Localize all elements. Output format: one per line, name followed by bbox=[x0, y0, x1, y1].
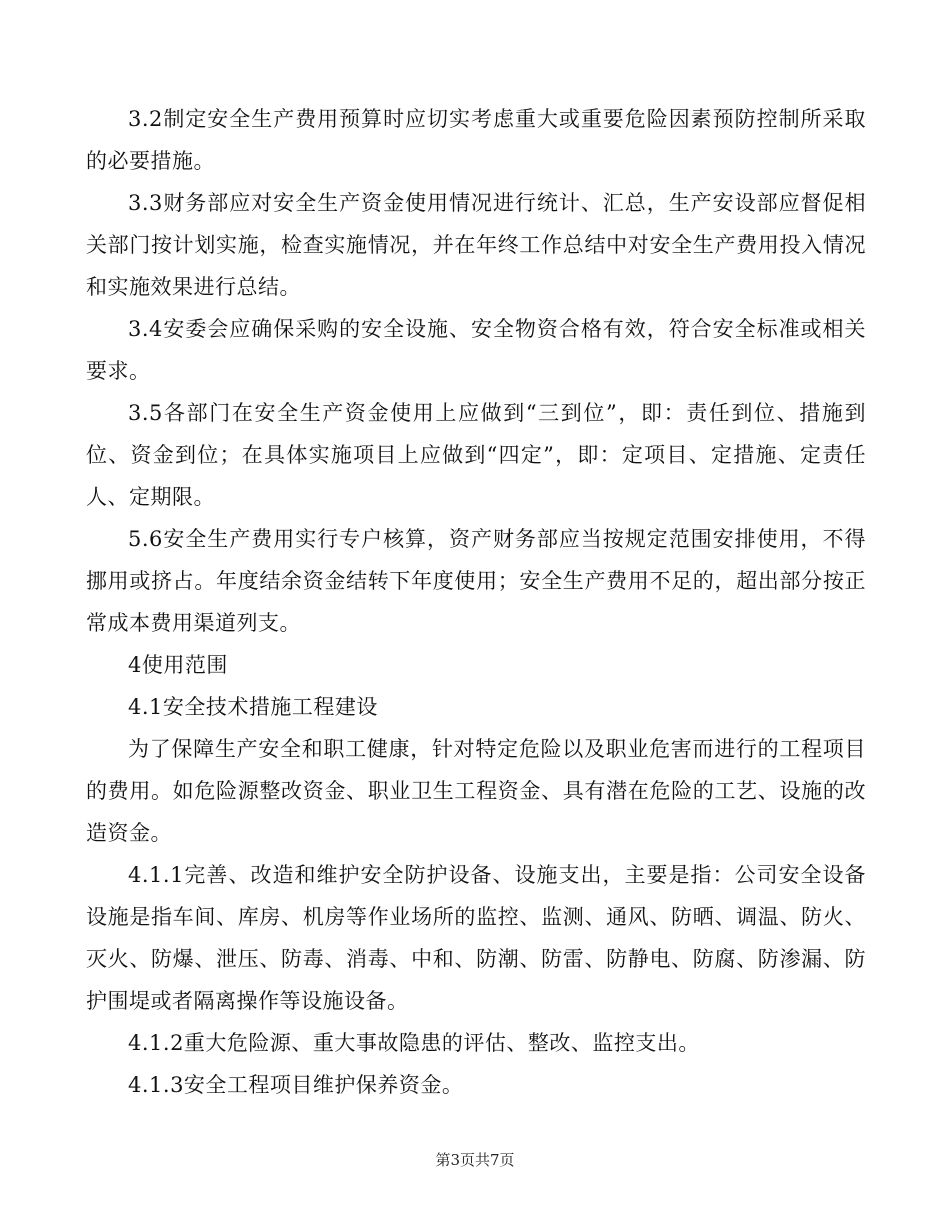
paragraph-3-5: 3.5各部门在安全生产资金使用上应做到“三到位”，即：责任到位、措施到位、资金到位；在具体实施项目上应做到“四定”，即：定项目、定措施、定责任人、定期限。 bbox=[86, 401, 866, 509]
paragraph-3-3: 3.3财务部应对安全生产资金使用情况进行统计、汇总，生产安设部应督促相关部门按计划实施，检查实施情况，并在年终工作总结中对安全生产费用投入情况和实施效果进行总结。 bbox=[86, 191, 866, 299]
paragraph-3-4: 3.4安委会应确保采购的安全设施、安全物资合格有效，符合安全标准或相关要求。 bbox=[86, 317, 866, 383]
document-body bbox=[86, 98, 866, 1106]
paragraph-4-1-intro: 为了保障生产安全和职工健康，针对特定危险以及职业危害而进行的工程项目的费用。如危险源整改资金、职业卫生工程资金、具有潜在危险的工艺、设施的改造资金。 bbox=[86, 737, 866, 845]
section-heading-4: 4使用范围 bbox=[128, 653, 228, 677]
paragraph-3-2: 3.2制定安全生产费用预算时应切实考虑重大或重要危险因素预防控制所采取的必要措施。 bbox=[86, 107, 866, 173]
paragraph-4-1-1: 4.1.1完善、改造和维护安全防护设备、设施支出，主要是指：公司安全设备设施是指车间、库房、机房等作业场所的监控、监测、通风、防晒、调温、防火、灭火、防爆、泄压、防毒、消毒、中和、防潮、防雷、防静电、防腐、防渗漏、防护围堤或者隔离操作等设施设备。 bbox=[86, 863, 866, 1013]
paragraph-5-6: 5.6安全生产费用实行专户核算，资产财务部应当按规定范围安排使用，不得挪用或挤占。年度结余资金结转下年度使用；安全生产费用不足的，超出部分按正常成本费用渠道列支。 bbox=[86, 527, 866, 635]
page-number-footer: 第3页共7页 bbox=[435, 1151, 515, 1169]
paragraph-4-1-3: 4.1.3安全工程项目维护保养资金。 bbox=[128, 1073, 464, 1097]
paragraph-4-1-2: 4.1.2重大危险源、重大事故隐患的评估、整改、监控支出。 bbox=[128, 1031, 700, 1055]
section-heading-4-1: 4.1安全技术措施工程建设 bbox=[128, 695, 378, 719]
